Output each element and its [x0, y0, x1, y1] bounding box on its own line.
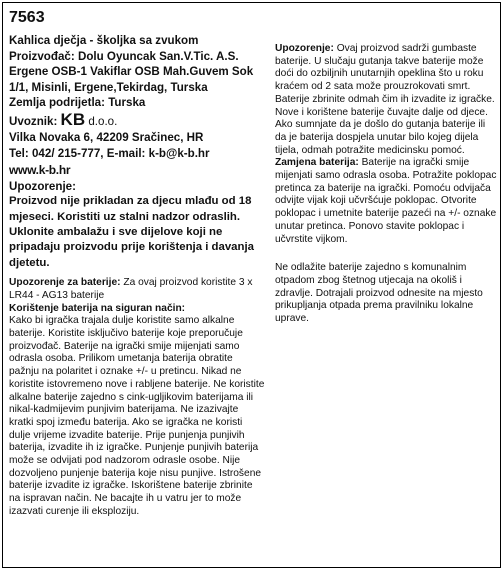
importer-label: Uvoznik: — [9, 114, 58, 128]
warning-text: Proizvod nije prikladan za djecu mlađu od 18 mjeseci. Koristiti uz stalni nadzor odraslih. Uklonite ambalažu i sve dijelove koji ne pripadaju proizvodu prije korištenja i davanja djetetu. — [9, 195, 254, 269]
battery-warning — [9, 277, 265, 302]
website-link[interactable]: www.k-b.hr — [9, 163, 71, 178]
importer-name-rest: d.o.o. — [88, 114, 118, 128]
replace-label: Zamjena baterija: — [275, 157, 359, 169]
left-column — [9, 9, 265, 519]
product-name: Kahlica dječja - školjka sa zvukom — [9, 34, 199, 47]
origin-line: Zemlja podrijetla: Turska — [9, 96, 146, 110]
warning-title: Upozorenje: — [9, 180, 76, 194]
battery-warning-text: Za ovaj proizvod koristite 3 x LR44 - AG13 baterije — [9, 277, 253, 301]
producer-label: Proizvođač: — [9, 49, 75, 63]
replace-text: Baterije na igrački smije mijenjati samo odrasla osoba. Potražite poklopac pretinca za baterije na igrački. Pomoću odvijača odvijte vijak koji učvršćuje poklopac. Otvorite poklopac i umetnite baterije pazeći na +/- oznake unutar pretinca. Ponovo stavite poklopac i učvrstite vijkom. — [275, 157, 497, 245]
importer-address: Vilka Novaka 6, 42209 Sračinec, HR — [9, 130, 204, 144]
battery-warning-label: Upozorenje za baterije: — [9, 277, 121, 289]
button-battery-warning — [275, 43, 497, 246]
producer-block — [9, 49, 265, 96]
importer-line — [9, 111, 265, 130]
producer-text: Dolu Oyuncak San.V.Tic. A.S. Ergene OSB-1 Vakiflar OSB Mah.Guvem Sok 1/1, Misinli, Ergene,Tekirdag, Turska — [9, 49, 254, 94]
importer-brand: KB — [60, 109, 86, 129]
importer-contact: Tel: 042/ 215-777, E-mail: k-b@k-b.hr — [9, 146, 210, 160]
battery-use-title: Korištenje baterija na siguran način: — [9, 302, 186, 314]
product-label — [2, 2, 501, 568]
product-code: 7563 — [9, 9, 45, 26]
right-warning-label: Upozorenje: — [275, 43, 334, 54]
disposal-text: Ne odlažite baterije zajedno s komunalnim otpadom zbog štetnog utjecaja na okoliš i zdravlje. Dotrajali proizvod odnesite na mjesto prikupljanja otpada prema pravilniku lokalne uprave. — [275, 262, 483, 325]
right-column — [275, 43, 497, 326]
battery-use-text: Kako bi igračka trajala dulje koristite samo alkalne baterije. Koristite isključivo baterije koje preporučuje proizvođač. Baterije na igrački smije mijenjati samo odrasla osoba. Prilikom umetanja baterija obratite pažnju na polaritet i oznake +/- u pretincu. Nikad ne koristite istovremeno nove i rabljene baterije. Ne koristite alkalne baterije zajedno s cink-ugljikovim baterijama ili nikal-kadmijevim punjivim baterijama. Ne izazivajte kratki spoj između baterija. Ako se igračka ne koristi dulje vrijeme izvadite baterije. Prije punjenja punjivih baterija, izvadite ih iz igračke. Punjenje punjivih baterija može se odvijati pod nadzorom odrasle osobe. Nije dozvoljeno punjenje baterija koje nisu punjive. Istrošene baterije izvadite iz igračke. Iskorištene baterije zbrinite na ispravan način. Ne bacajte ih u vatru jer to može izazvati curenje ili eksploziju. — [9, 315, 265, 517]
right-warning-text: Ovaj proizvod sadrži gumbaste baterije. U slučaju gutanja takve baterije može doći do ozbiljnih unutarnjih opeklina što u roku kraćem od 2 sata može prouzrokovati smrt. Baterije zbrinite odmah čim ih izvadite iz igračke. Nove i korištene baterije čuvajte dalje od djece. Ako sumnjate da je došlo do gutanja baterije ili da je baterija dospjela unutar bilo kojeg dijela tijela, odmah potražite medicinsku pomoć. — [275, 43, 495, 156]
